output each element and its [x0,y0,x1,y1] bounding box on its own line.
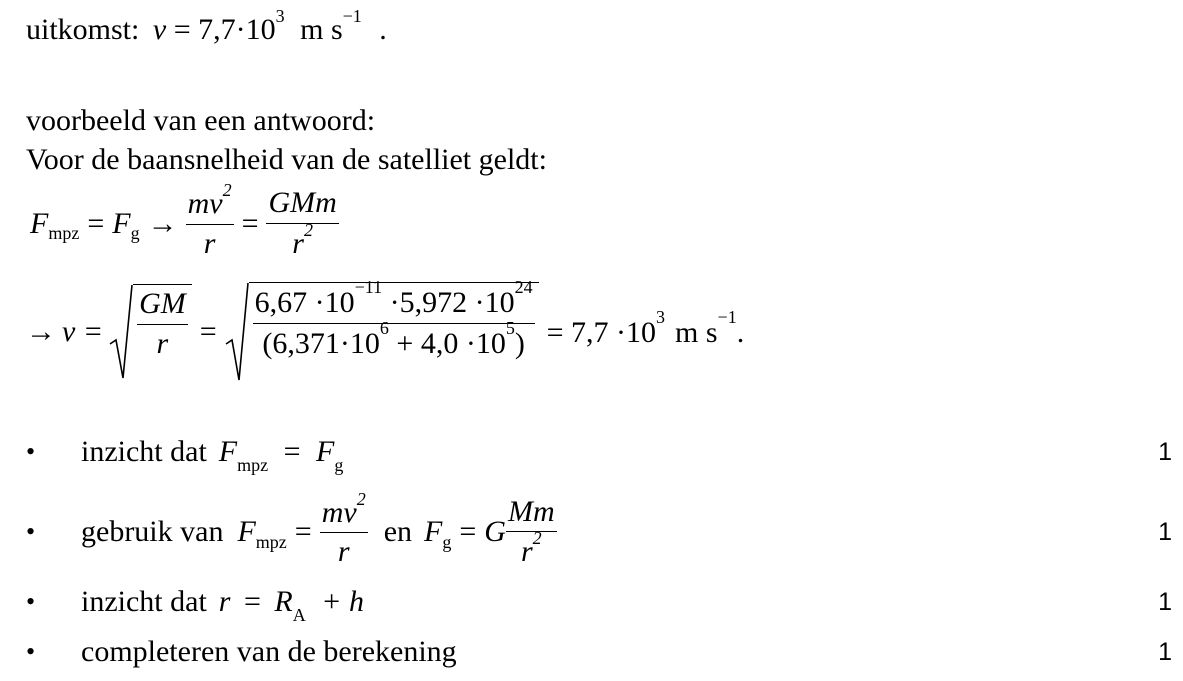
denominator: r [156,326,169,360]
numerator: $6,67 \cdot 10^{-11} \cdot 5,972 \cdot 10^{24}$ [253,285,535,324]
denominator: $r^2$ [292,219,313,260]
score: 1 [1158,437,1172,466]
sqrt-numeric [225,277,539,382]
arrow: → [147,206,178,240]
equation-velocity [26,277,745,382]
intro-text: Voor de baansnelheid van de satelliet geldt: [26,143,547,176]
numerator: GMm [266,186,338,224]
sqrt-GM-over-r [109,284,192,380]
times-ten: ·10 [235,13,276,46]
equals-sign: = [199,315,217,348]
criterion-text: inzicht dat [81,435,207,468]
uitkomst-label: uitkomst: [26,13,140,46]
bullet: • [26,587,36,616]
criterion-text: gebruik van [81,515,224,548]
equation-force-balance [30,180,339,261]
equals-sign: = [87,206,105,240]
and-word: en [383,515,413,548]
formula: $F_{mpz} = F_g$ [218,435,344,475]
arrow: → [26,315,56,348]
unit-exponent: −1 [342,6,362,26]
sub-mpz: mpz [48,223,80,243]
bullet: • [26,637,36,666]
F-symbol: F [30,206,49,240]
radical-sign [109,284,133,380]
uitkomst-line [26,6,387,47]
formula: F mpz = $\frac{mv^2}{r}$ en F g = G $\frac{Mm}{r^2}$ [237,488,555,568]
sub-g: g [130,223,140,243]
bullet: • [26,437,36,466]
score: 1 [1158,517,1172,546]
numerator: $mv^2$ [186,186,234,225]
result: = $7,7 \cdot 10^3$ m $s^{-1}$. [546,306,745,349]
exponent: 3 [275,6,285,26]
mantissa: 7,7 [198,13,236,46]
criterion-text: inzicht dat [81,585,207,618]
denominator: $(6,371\cdot 10^6 + 4,0 \cdot 10^5)$ [262,317,525,360]
equals-sign: = [173,13,191,46]
radical-sign [225,282,249,382]
period: . [379,13,387,46]
criterion-text: completeren van de berekening [81,635,457,668]
example-heading: voorbeeld van een antwoord: [26,104,376,137]
score: 1 [1158,587,1172,616]
equals-sign: = [241,206,259,240]
F-symbol: F [112,206,131,240]
criterion-3 [26,582,1176,625]
score: 1 [1158,637,1172,666]
bullet: • [26,517,36,546]
criterion-2 [26,488,1176,570]
fraction-mv2-over-r [186,180,234,261]
fraction-GMm-over-r2 [266,186,338,261]
formula: $r = R_A + h$ [218,585,364,625]
numerator: GM [137,287,188,325]
v-symbol: v [152,13,167,46]
criterion-4 [26,632,1176,672]
denominator: r [203,226,216,260]
criterion-1 [26,432,1176,475]
unit: m s [300,13,343,46]
v-equals: v = [62,315,104,348]
